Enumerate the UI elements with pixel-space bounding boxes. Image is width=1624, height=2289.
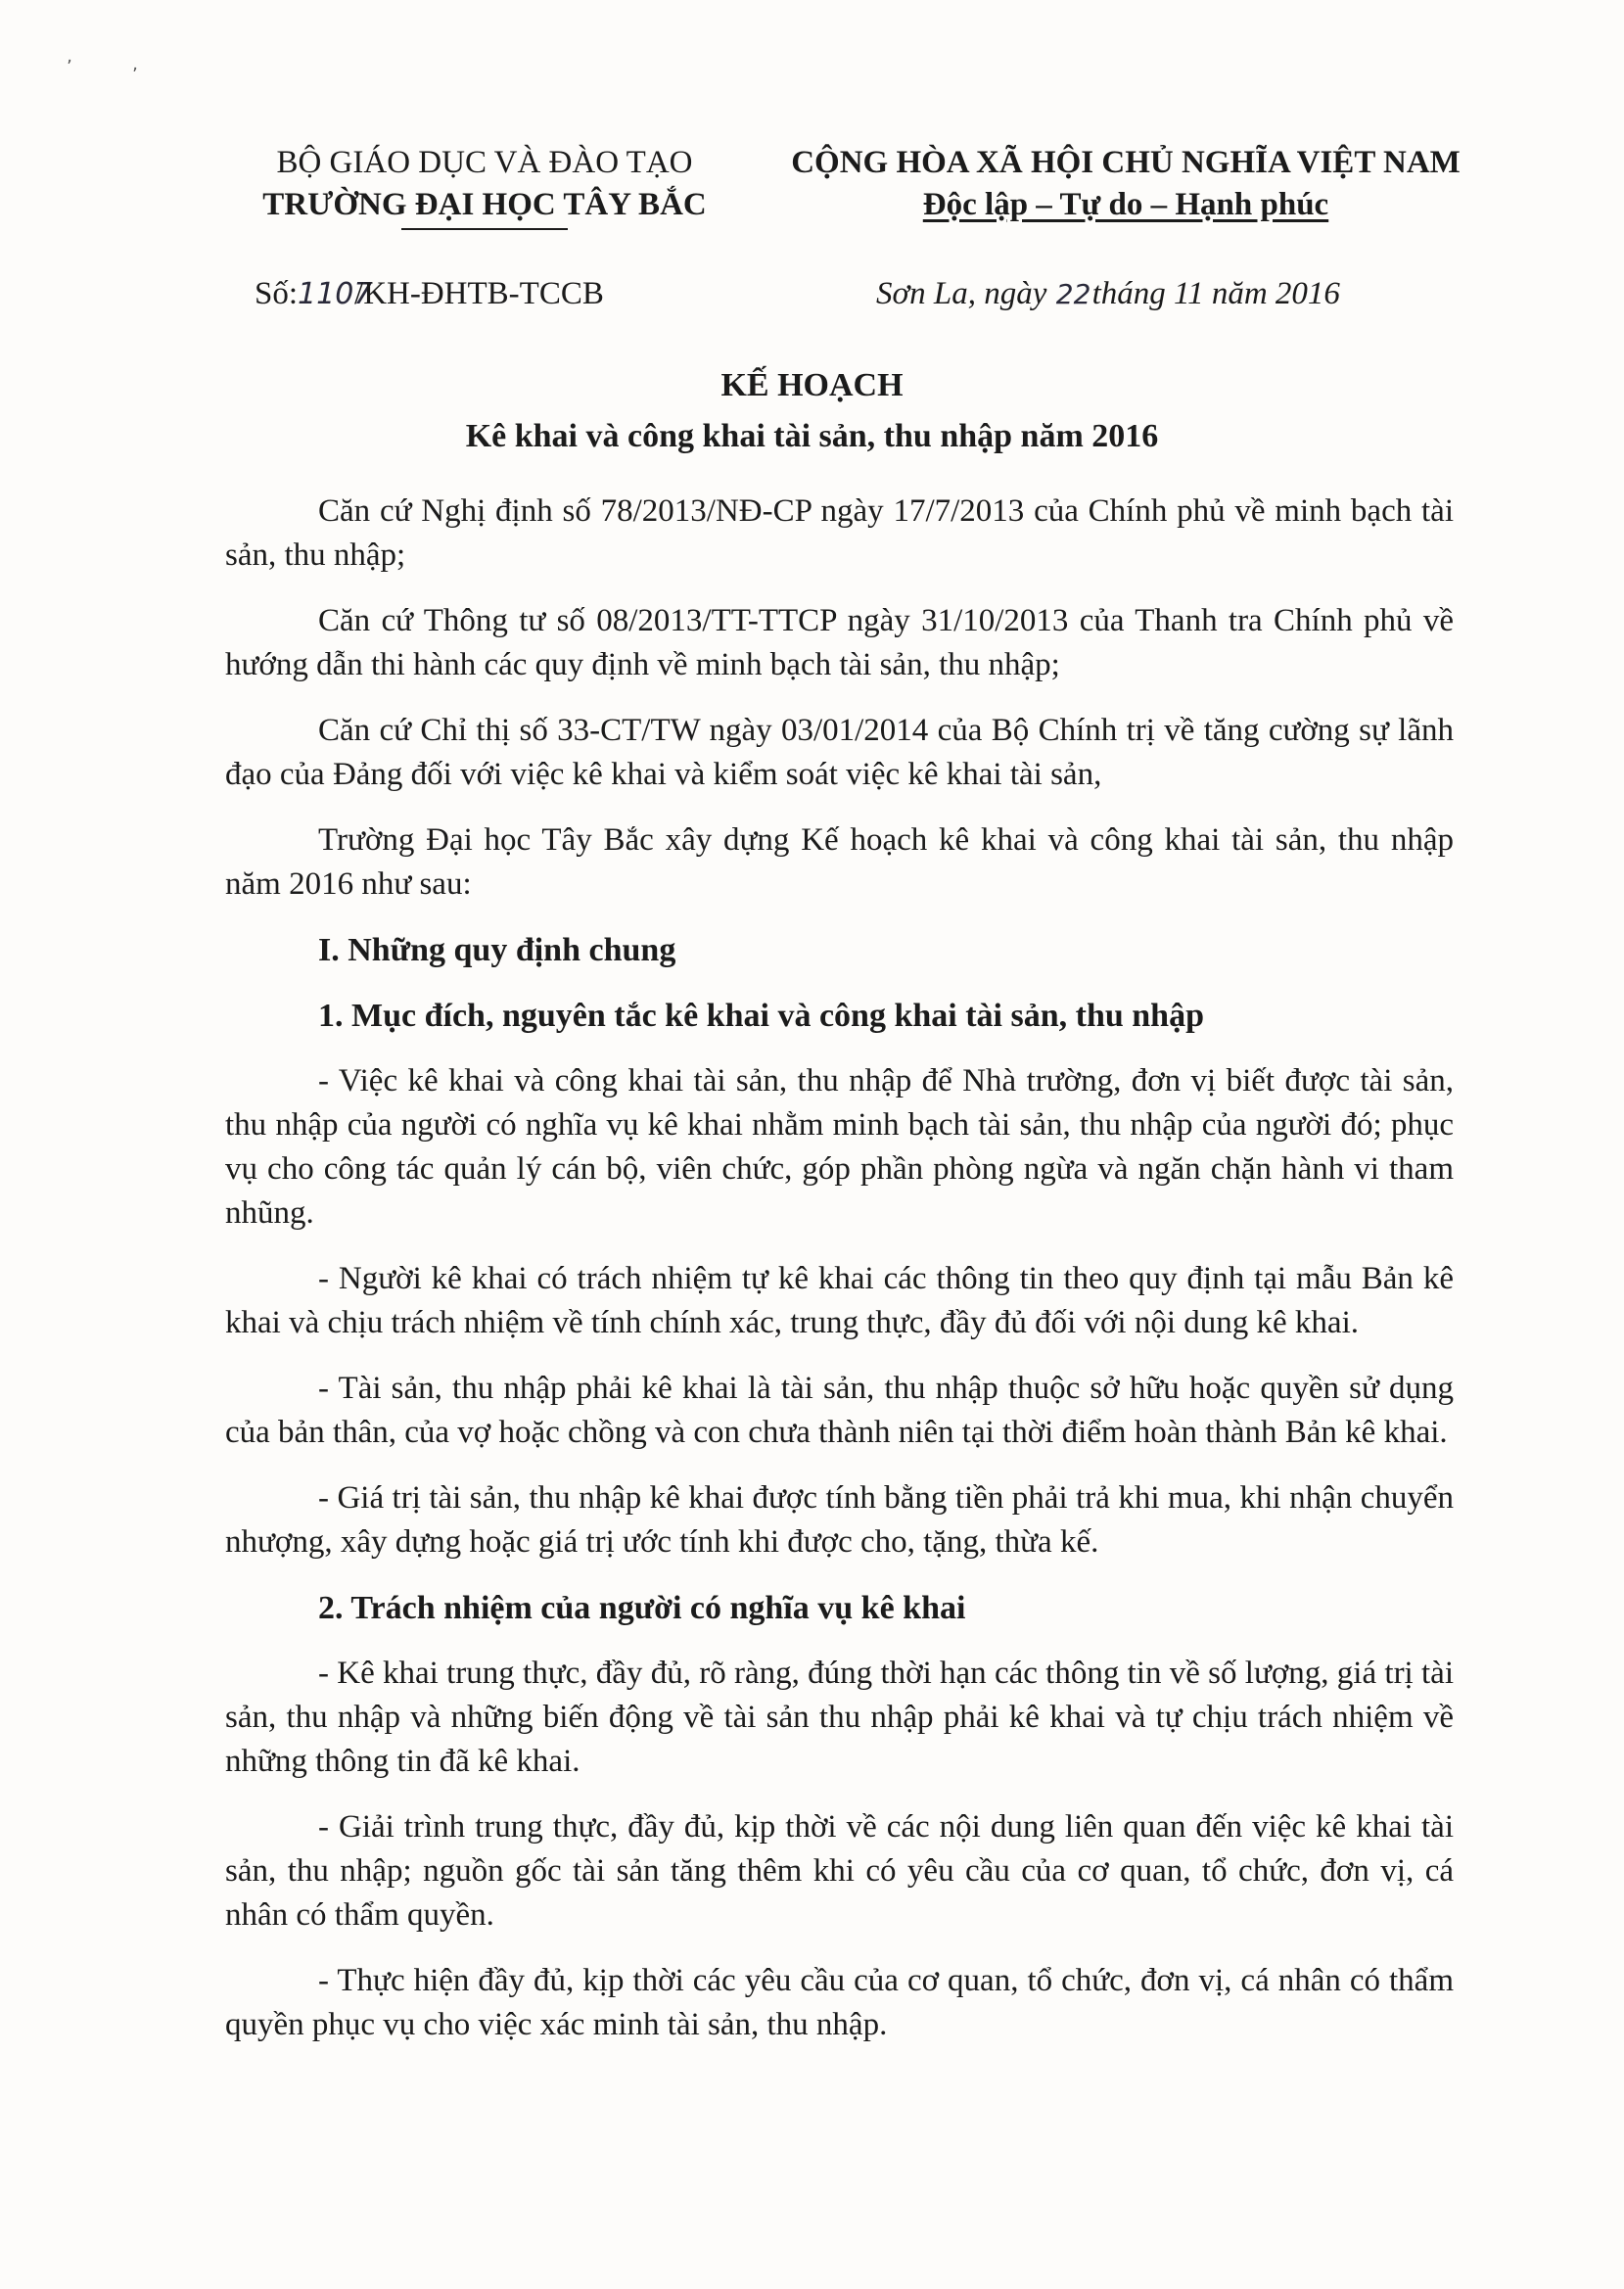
legal-basis-1: Căn cứ Nghị định số 78/2013/NĐ-CP ngày 17/7/2013 của Chính phủ về minh bạch tài sản, thu nhập;: [225, 493, 1454, 573]
list-item: - Tài sản, thu nhập phải kê khai là tài sản, thu nhập thuộc sở hữu hoặc quyền sử dụng của bản thân, của vợ hoặc chồng và con chưa thành niên tại thời điểm hoàn thành Bản kê khai.: [225, 1371, 1454, 1450]
university-name: TRƯỜNG ĐẠI HỌC TÂY BẮC: [262, 187, 707, 222]
doc-number-suffix: /KH-ĐHTB-TCCB: [354, 276, 604, 311]
national-motto: Độc lập – Tự do – Hạnh phúc: [922, 187, 1329, 222]
title-subtitle: Kê khai và công khai tài sản, thu nhập năm 2016: [465, 418, 1159, 454]
document-title: [0, 360, 1624, 462]
republic-name: CỘNG HÒA XÃ HỘI CHỦ NGHĨA VIỆT NAM: [791, 145, 1461, 180]
ministry-name: BỘ GIÁO DỤC VÀ ĐÀO TẠO: [276, 145, 693, 180]
list-item: - Giải trình trung thực, đầy đủ, kịp thời về các nội dung liên quan đến việc kê khai tài sản, thu nhập; nguồn gốc tài sản tăng thêm khi có yêu cầu của cơ quan, tổ chức, đơn vị, cá nhân có thẩm quyền.: [225, 1809, 1454, 1933]
subsection-heading: 1. Mục đích, nguyên tắc kê khai và công khai tài sản, thu nhập: [318, 998, 1204, 1034]
legal-basis-3: Căn cứ Chỉ thị số 33-CT/TW ngày 03/01/2014 của Bộ Chính trị về tăng cường sự lãnh đạo của Đảng đối với việc kê khai và kiểm soát việc kê khai tài sản,: [225, 713, 1454, 792]
issuer-underline: [401, 228, 568, 230]
legal-basis-2: Căn cứ Thông tư số 08/2013/TT-TTCP ngày 31/10/2013 của Thanh tra Chính phủ về hướng dẫn thi hành các quy định về minh bạch tài sản, thu nhập;: [225, 603, 1454, 682]
list-item: - Người kê khai có trách nhiệm tự kê khai các thông tin theo quy định tại mẫu Bản kê khai và chịu trách nhiệm về tính chính xác, trung thực, đầy đủ đối với nội dung kê khai.: [225, 1261, 1454, 1340]
intro-paragraph: Trường Đại học Tây Bắc xây dựng Kế hoạch kê khai và công khai tài sản, thu nhập năm 2016 như sau:: [225, 822, 1454, 902]
section-heading: I. Những quy định chung: [318, 932, 676, 968]
doc-number-prefix: Số:: [255, 276, 299, 311]
doc-number-handwritten: 1107: [298, 277, 373, 311]
list-item: - Giá trị tài sản, thu nhập kê khai được tính bằng tiền phải trả khi mua, khi nhận chuyển nhượng, xây dựng hoặc giá trị ước tính khi được cho, tặng, thừa kế.: [225, 1480, 1454, 1560]
subsection-heading: 2. Trách nhiệm của người có nghĩa vụ kê khai: [318, 1590, 966, 1626]
national-title-block: [744, 142, 1508, 226]
scan-speck: ʼ: [132, 65, 138, 85]
issuer-block: [225, 142, 744, 230]
title-main: KẾ HOẠCH: [720, 367, 904, 403]
list-item: - Kê khai trung thực, đầy đủ, rõ ràng, đúng thời hạn các thông tin về số lượng, giá trị tài sản, thu nhập và những biến động về tài sản thu nhập phải kê khai và tự chịu trách nhiệm về những thông tin đã kê khai.: [225, 1656, 1454, 1779]
scan-speck: ʼ: [67, 57, 72, 77]
date-day-handwritten: 22: [1055, 278, 1091, 310]
place-date-prefix: Sơn La, ngày: [876, 276, 1047, 311]
list-item: - Việc kê khai và công khai tài sản, thu nhập để Nhà trường, đơn vị biết được tài sản, thu nhập của người có nghĩa vụ kê khai nhằm minh bạch tài sản, thu nhập của người đó; phục vụ cho công tác quản lý cán bộ, viên chức, góp phần phòng ngừa và ngăn chặn hành vi tham nhũng.: [225, 1063, 1454, 1231]
list-item: - Thực hiện đầy đủ, kịp thời các yêu cầu của cơ quan, tổ chức, đơn vị, cá nhân có thẩm quyền phục vụ cho việc xác minh tài sản, thu nhập.: [225, 1963, 1454, 2042]
document-number: [255, 276, 604, 312]
place-date-suffix: tháng 11 năm 2016: [1091, 276, 1340, 311]
document-body: [225, 490, 1454, 2069]
place-and-date: [876, 276, 1340, 312]
